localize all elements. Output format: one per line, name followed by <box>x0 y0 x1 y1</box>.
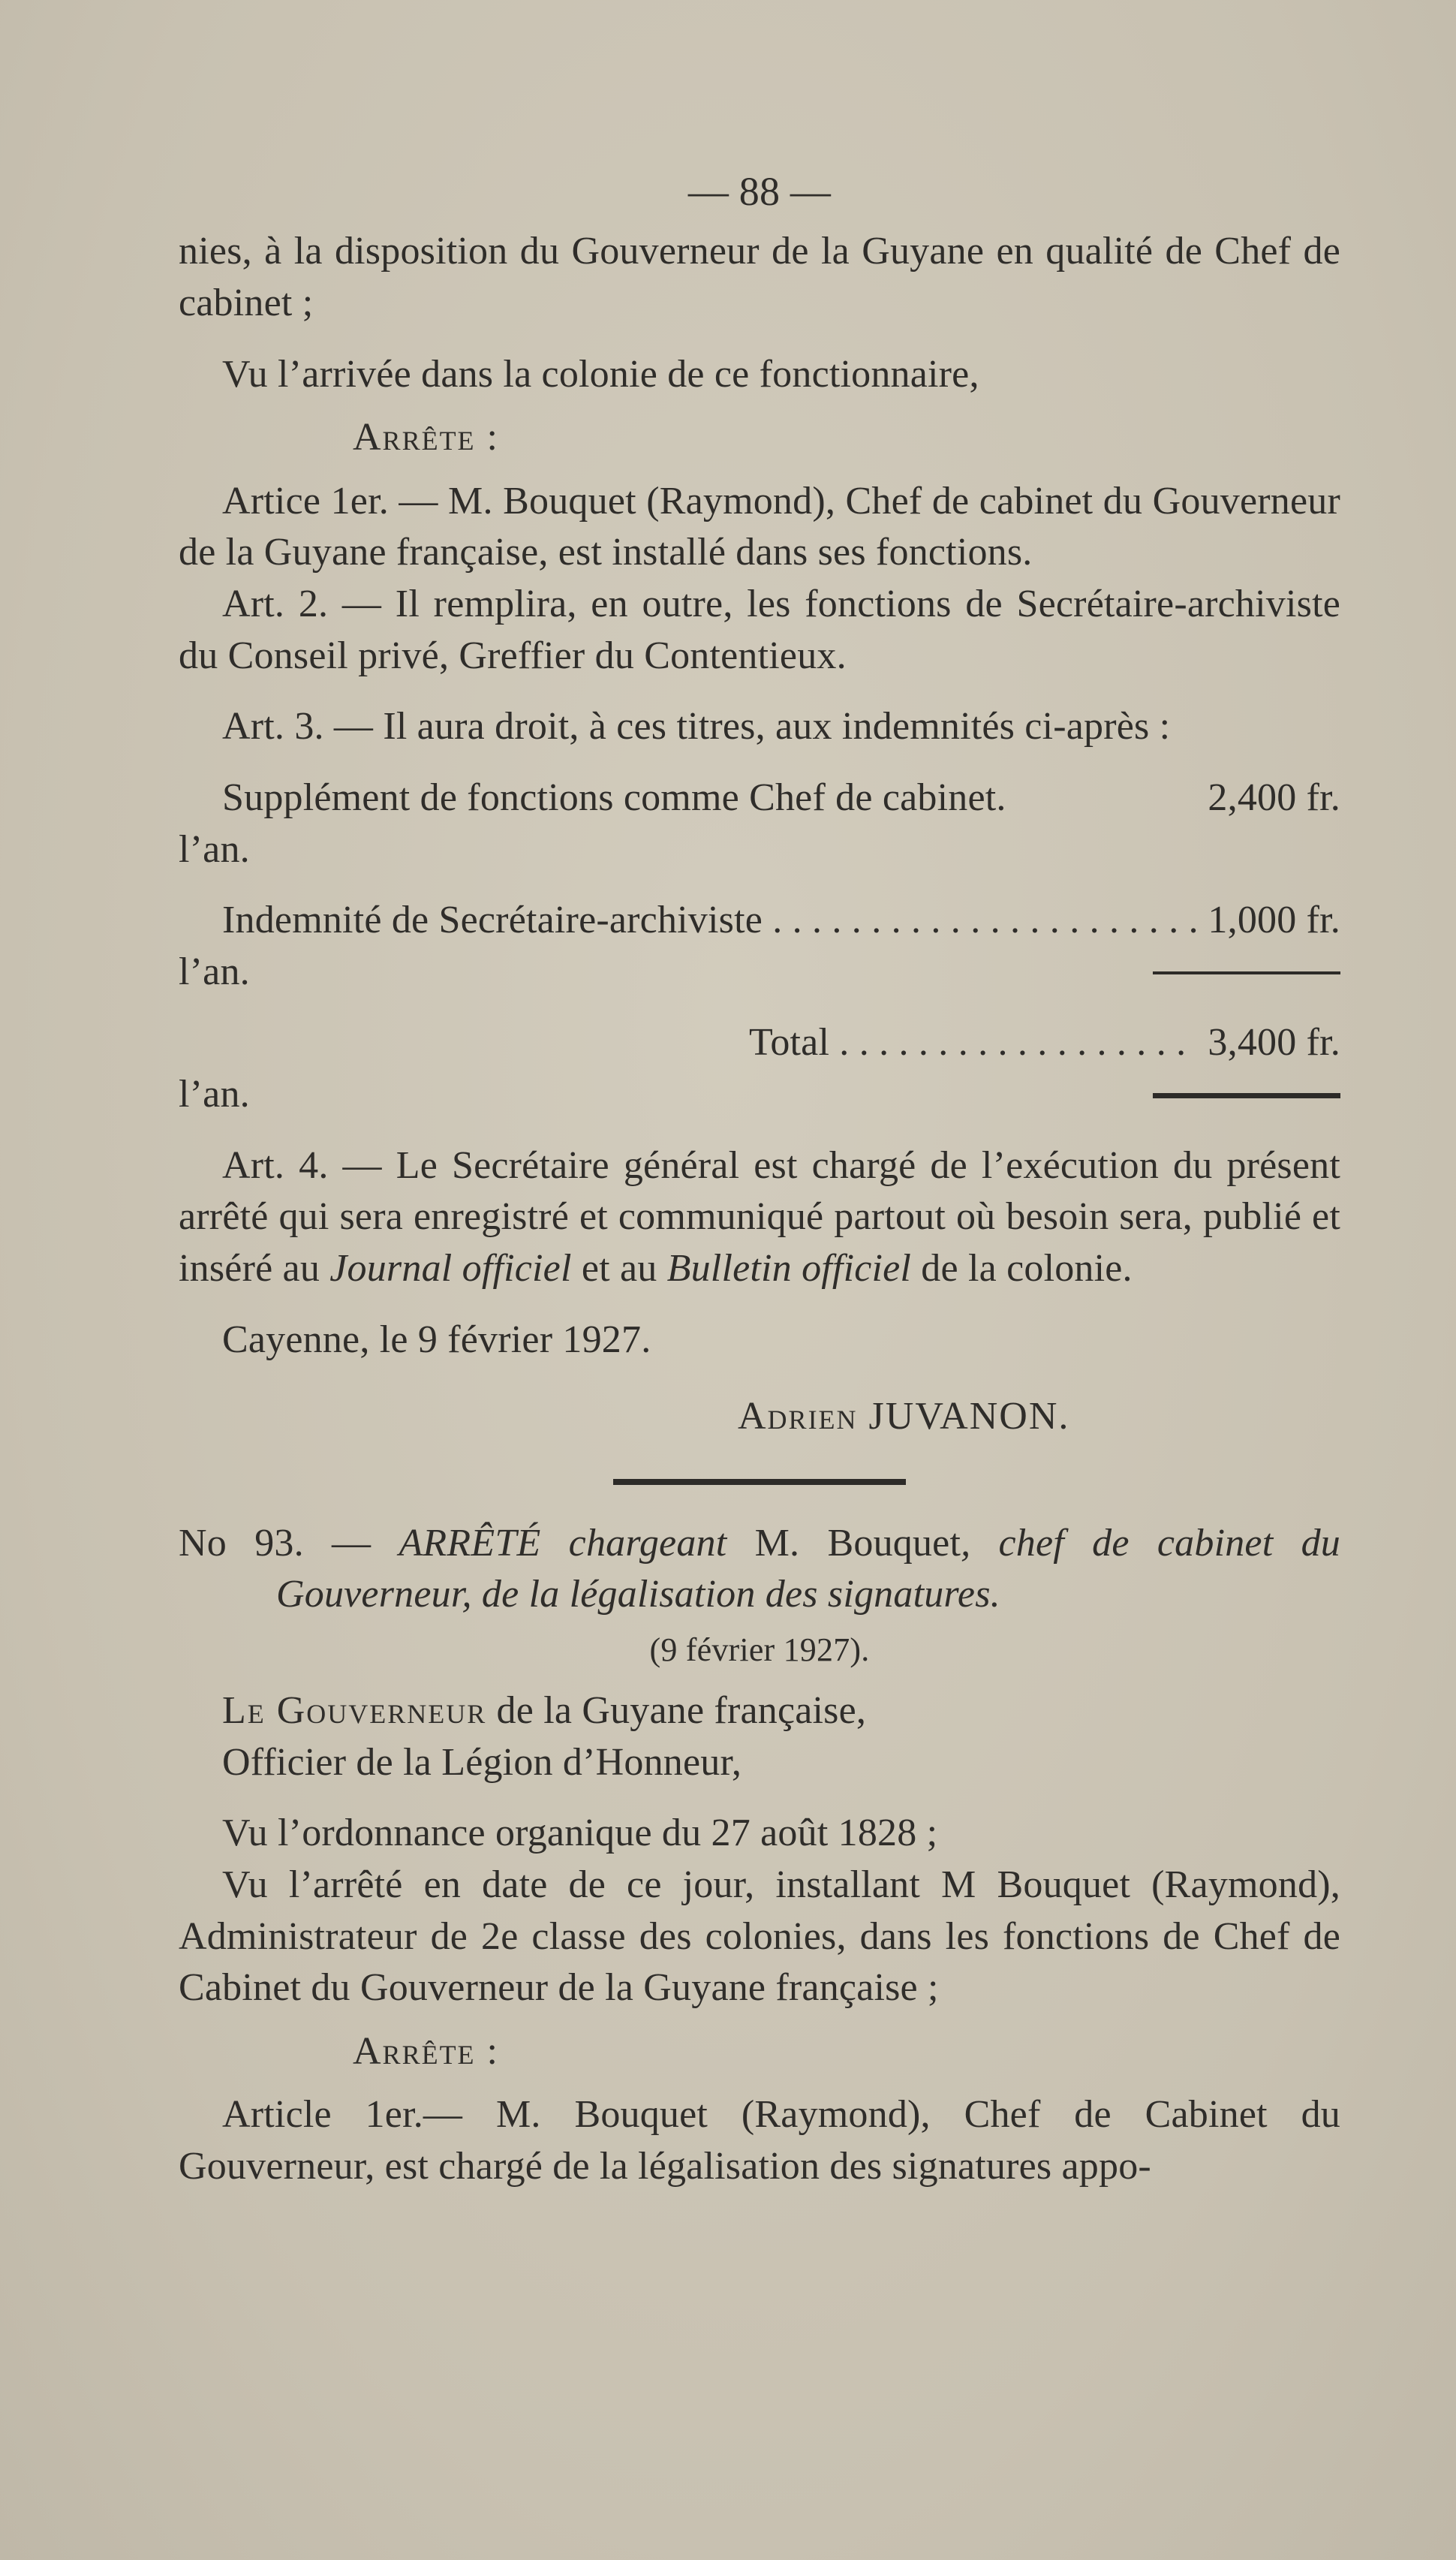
document-body <box>179 165 1340 2193</box>
total-rule <box>1153 1093 1340 1098</box>
governor-title: Le Gouverneur <box>222 1689 487 1733</box>
allowance-2-per: l’an. <box>179 950 250 993</box>
vu-ordonnance: Vu l’ordonnance organique du 27 août 1828 ; <box>222 1812 938 1855</box>
article-4-text: Art. 4. — Le Secrétaire général est chargé de l’exécution du présent arrêté qui sera enregistré et communiqué partout où besoin sera, publié et inséré au <box>179 1143 1340 1290</box>
signature: Adrien JUVANON. <box>738 1395 1070 1438</box>
allowance-2-amount: 1,000 fr. <box>1208 899 1340 942</box>
allowance-1 <box>179 773 1340 875</box>
arrete-heading: Arrête : <box>353 416 499 459</box>
continuation-text: nies, à la disposition du Gouverneur de la Guyane en qualité de Chef de cabinet ; <box>179 230 1340 324</box>
allowance-2 <box>179 895 1340 998</box>
vu-arrivee: Vu l’arrivée dans la colonie de ce fonctionnaire, <box>222 352 979 396</box>
governor-rest: de la Guyane française, <box>486 1689 867 1733</box>
allowance-1-label: Supplément de fonctions comme Chef de cabinet. <box>222 776 1006 819</box>
arrete-word: ARRÊTÉ <box>399 1521 541 1565</box>
arrete-chargeant: chargeant <box>540 1521 755 1565</box>
article-3: Art. 3. — Il aura droit, à ces titres, aux indemnités ci-après : <box>222 705 1171 748</box>
bulletin-officiel: Bulletin officiel <box>666 1246 912 1290</box>
article-4 <box>179 1140 1340 1295</box>
article-1: Artice 1er. — M. Bouquet (Raymond), Chef de cabinet du Gouverneur de la Guyane française, est installé dans ses fonctions. <box>179 479 1340 574</box>
vu-arrete: Vu l’arrêté en date de ce jour, installant M Bouquet (Raymond), Administrateur de 2e classe des colonies, dans les fonctions de Chef de Cabinet du Gouverneur de la Guyane française ; <box>179 1863 1340 2010</box>
total-row <box>179 1017 1340 1120</box>
officer-line: Officier de la Légion d’Honneur, <box>222 1740 742 1784</box>
allowance-1-per: l’an. <box>179 827 250 871</box>
sum-rule <box>1153 971 1340 974</box>
place-date: Cayenne, le 9 février 1927. <box>222 1318 651 1361</box>
page-number: — 88 — <box>687 169 832 214</box>
arrete-name: M. Bouquet <box>754 1521 961 1565</box>
total-per: l’an. <box>179 1073 250 1116</box>
allowance-1-amount: 2,400 fr. <box>1208 776 1340 819</box>
second-arrete-title <box>179 1518 1340 1621</box>
article-2: Art. 2. — Il remplira, en outre, les fonctions de Secrétaire-archiviste du Conseil privé, Greffier du Contentieux. <box>179 583 1340 677</box>
arrete-subject: , chef de cabinet du Gouverneur, de la légalisation des signatures. <box>276 1521 1340 1616</box>
total-label: Total . . . <box>749 1017 1197 1069</box>
allowance-2-label: Indemnité de Secrétaire-archiviste . . . <box>222 895 1197 947</box>
arrete-number: No 93. — <box>179 1521 399 1565</box>
article-1-b: Article 1er.— M. Bouquet (Raymond), Chef de Cabinet du Gouverneur, est chargé de la légalisation des signatures appo- <box>179 2093 1340 2188</box>
article-4-end: de la colonie. <box>911 1246 1133 1290</box>
journal-officiel: Journal officiel <box>329 1246 572 1290</box>
arrete-heading-2: Arrête : <box>353 2029 499 2073</box>
second-arrete-date: (9 février 1927). <box>649 1631 870 1669</box>
total-amount: 3,400 fr. <box>1208 1021 1340 1065</box>
article-4-join: et au <box>571 1246 667 1290</box>
section-divider <box>613 1479 906 1485</box>
governor-line <box>179 1685 1340 1737</box>
